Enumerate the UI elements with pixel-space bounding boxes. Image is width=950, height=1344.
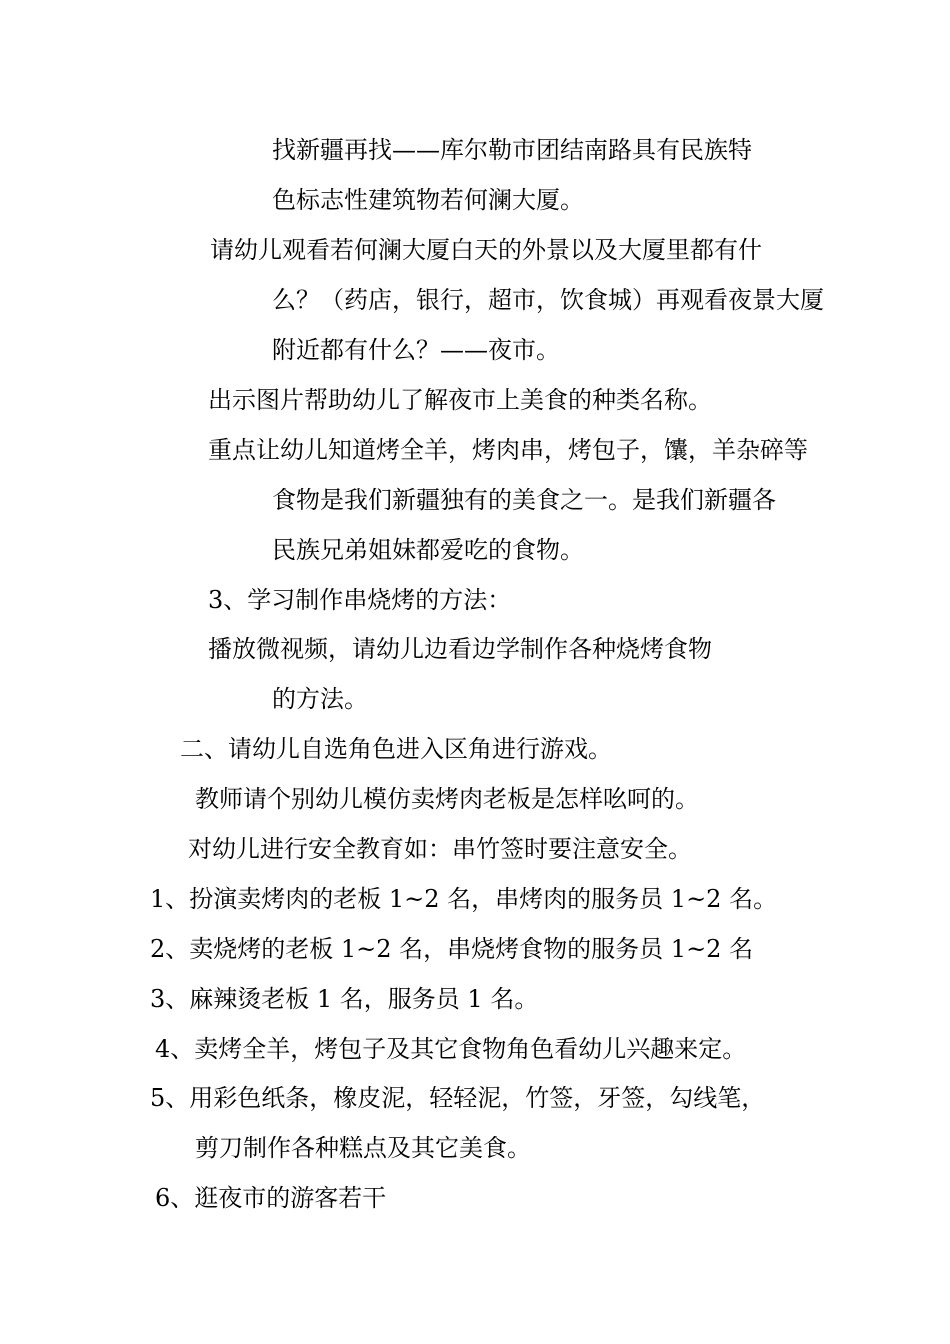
text-line: 食物是我们新疆独有的美食之一。是我们新疆各 xyxy=(272,486,776,514)
list-item: 2、卖烧烤的老板 1~2 名，串烧烤食物的服务员 1~2 名 xyxy=(150,935,754,963)
text-line: 对幼儿进行安全教育如：串竹签时要注意安全。 xyxy=(188,835,692,863)
text-line: 找新疆再找——库尔勒市团结南路具有民族特 xyxy=(272,136,752,164)
text-line: 教师请个别幼儿模仿卖烤肉老板是怎样吆呵的。 xyxy=(195,785,699,813)
text-line: 民族兄弟姐妹都爱吃的食物。 xyxy=(272,536,584,564)
text-line: 的方法。 xyxy=(272,685,368,713)
section-heading: 3、学习制作串烧烤的方法： xyxy=(208,586,512,614)
list-item-continuation: 剪刀制作各种糕点及其它美食。 xyxy=(195,1134,531,1162)
text-line: 播放微视频，请幼儿边看边学制作各种烧烤食物 xyxy=(208,635,712,663)
list-item: 5、用彩色纸条，橡皮泥，轻轻泥，竹签，牙签，勾线笔， xyxy=(150,1084,766,1112)
list-item: 6、逛夜市的游客若干 xyxy=(155,1184,387,1212)
text-line: 请幼儿观看若何澜大厦白天的外景以及大厦里都有什 xyxy=(210,236,762,264)
text-line: 附近都有什么？——夜市。 xyxy=(272,336,560,364)
text-line: 出示图片帮助幼儿了解夜市上美食的种类名称。 xyxy=(208,386,712,414)
section-heading: 二、请幼儿自选角色进入区角进行游戏。 xyxy=(180,735,612,763)
list-item: 1、扮演卖烤肉的老板 1~2 名，串烤肉的服务员 1~2 名。 xyxy=(150,885,778,913)
text-line: 重点让幼儿知道烤全羊，烤肉串，烤包子，馕，羊杂碎等 xyxy=(208,436,808,464)
list-item: 3、麻辣烫老板 1 名，服务员 1 名。 xyxy=(150,985,539,1013)
text-line: 色标志性建筑物若何澜大厦。 xyxy=(272,186,584,214)
text-line: 么？（药店，银行，超市，饮食城）再观看夜景大厦 xyxy=(272,286,824,314)
list-item: 4、卖烤全羊，烤包子及其它食物角色看幼儿兴趣来定。 xyxy=(155,1035,747,1063)
